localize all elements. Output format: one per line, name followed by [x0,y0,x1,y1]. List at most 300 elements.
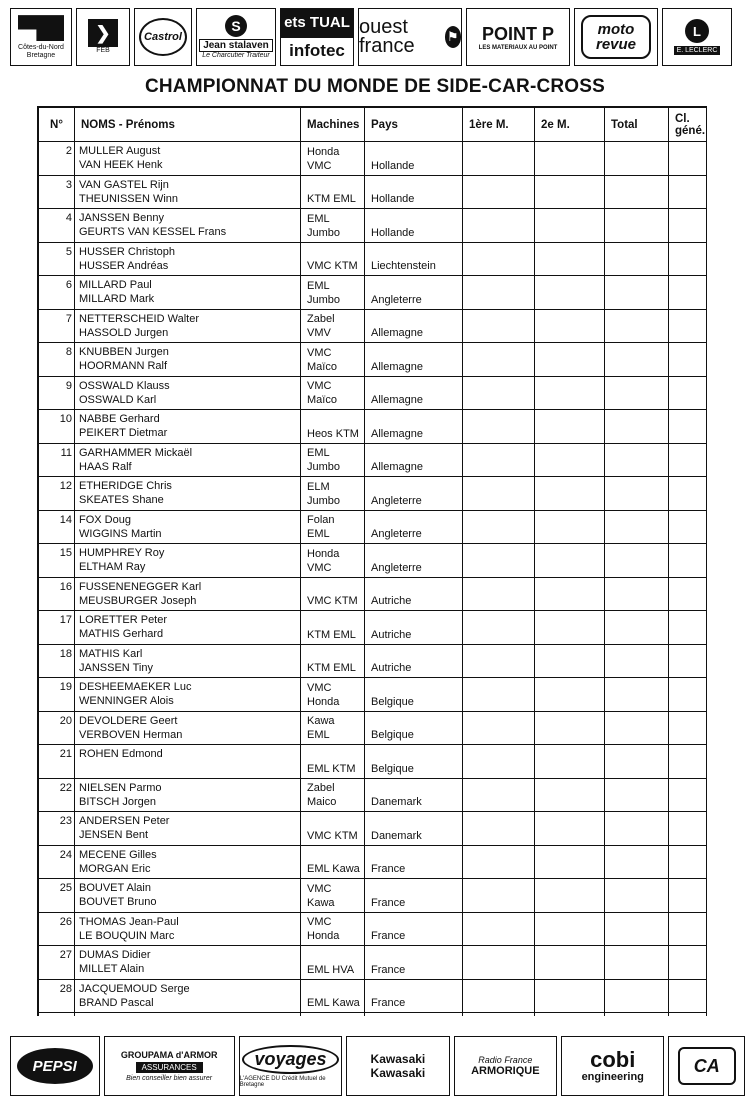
row-manche-1 [463,912,535,946]
row-manche-1 [463,477,535,511]
row-names [75,678,301,712]
row-total [605,142,669,176]
radio-france-text: Radio France [478,1055,533,1065]
empty-cell [75,1013,301,1017]
col-header-no: N° [39,108,75,142]
row-manche-1 [463,812,535,846]
row-classement [669,376,708,410]
row-manche-1 [463,845,535,879]
empty-cell [605,1013,669,1017]
row-manche-2 [535,477,605,511]
driver-name: GARHAMMER Mickaël [79,446,193,459]
ouest-france-logo [358,8,462,66]
table-header-row [39,108,708,142]
row-pays: Hollande [365,142,463,176]
leclerc-emblem-icon: L [685,19,709,43]
driver-name: MULLER August [79,145,161,157]
driver-name: ROHEN Edmond [79,748,163,760]
row-manche-2 [535,577,605,611]
row-total [605,912,669,946]
row-total [605,376,669,410]
row-names [75,544,301,578]
row-machine: Heos KTM [301,410,365,444]
table-row [39,678,708,712]
row-manche-2 [535,845,605,879]
table-row [39,711,708,745]
driver-name: FOX Doug [79,513,131,526]
row-pays: Angleterre [365,544,463,578]
moto-revue-logo [574,8,658,66]
row-classement [669,142,708,176]
row-manche-1 [463,577,535,611]
passenger-name: MEUSBURGER Joseph [79,594,197,607]
row-number: 20 [39,711,75,745]
row-classement [669,979,708,1013]
row-machine: Zabel Maico [301,778,365,812]
driver-name: THOMAS Jean-Paul [79,915,179,928]
row-number: 27 [39,946,75,980]
driver-name: HUMPHREY Roy [79,547,165,559]
armorique-text: ARMORIQUE [471,1065,540,1077]
empty-cell [535,1013,605,1017]
row-number: 17 [39,611,75,645]
infotec-text: infotec [280,37,354,66]
row-number: 5 [39,242,75,276]
row-names [75,644,301,678]
tual-text: ets TUAL [280,8,354,37]
table-row [39,912,708,946]
row-manche-1 [463,611,535,645]
passenger-name: HASSOLD Jurgen [79,326,169,339]
row-total [605,544,669,578]
row-classement [669,912,708,946]
row-machine: VMC Maïco [301,343,365,377]
driver-name: MILLARD Paul [79,279,152,291]
driver-name: ANDERSEN Peter [79,815,170,827]
row-total [605,410,669,444]
driver-name: KNUBBEN Jurgen [79,346,169,358]
table-row [39,778,708,812]
empty-cell [669,1013,708,1017]
groupama-tagline: Bien conseiller bien assurer [126,1075,213,1082]
table-row [39,209,708,243]
table-row [39,544,708,578]
row-number: 25 [39,879,75,913]
groupama-name: GROUPAMA d'ARMOR [120,1050,218,1060]
point-p-tagline: LES MATERIAUX AU POINT [478,44,558,51]
row-total [605,209,669,243]
row-pays: Liechtenstein [365,242,463,276]
row-total [605,510,669,544]
table-row [39,812,708,846]
row-number: 10 [39,410,75,444]
row-classement [669,443,708,477]
row-classement [669,644,708,678]
row-names [75,142,301,176]
row-manche-1 [463,410,535,444]
row-manche-1 [463,510,535,544]
row-machine: VMC KTM [301,242,365,276]
table-body [39,142,708,1017]
row-machine: Kawa EML [301,711,365,745]
kawasaki-text-1: Kawasaki [370,1052,426,1066]
row-machine: KTM EML [301,611,365,645]
passenger-name: VAN HEEK Henk [79,159,163,171]
cotes-du-nord-logo [10,8,72,66]
driver-name: NABBE Gerhard [79,413,160,425]
row-number: 11 [39,443,75,477]
row-total [605,309,669,343]
row-manche-2 [535,946,605,980]
row-manche-2 [535,510,605,544]
row-names [75,242,301,276]
row-manche-1 [463,778,535,812]
table-row [39,276,708,310]
pepsi-text: PEPSI [17,1048,93,1084]
ouest-france-emblem-icon: ⚑ [445,26,461,48]
engineering-text: engineering [581,1071,644,1083]
cobi-engineering-logo [561,1036,664,1096]
row-manche-1 [463,242,535,276]
row-number: 21 [39,745,75,779]
row-machine: EML KTM [301,745,365,779]
row-manche-1 [463,175,535,209]
radio-france-armorique-logo [454,1036,557,1096]
table-row-empty [39,1013,708,1017]
passenger-name: BITSCH Jorgen [79,795,157,808]
row-total [605,577,669,611]
results-table [38,107,707,1016]
row-pays: France [365,845,463,879]
row-pays: Autriche [365,577,463,611]
row-number: 18 [39,644,75,678]
col-header-manche-2: 2e M. [535,108,605,142]
passenger-name: HUSSER Andréas [79,259,169,272]
row-manche-2 [535,644,605,678]
row-classement [669,711,708,745]
row-total [605,644,669,678]
driver-name: DESHEEMAEKER Luc [79,681,192,693]
row-number: 16 [39,577,75,611]
row-names [75,812,301,846]
cotes-du-nord-text: Côtes-du-Nord Bretagne [18,44,64,59]
passenger-name: WENNINGER Alois [79,695,174,707]
point-p-name: POINT P [481,23,554,44]
row-names [75,410,301,444]
row-classement [669,845,708,879]
row-manche-2 [535,410,605,444]
row-number: 2 [39,142,75,176]
row-number: 12 [39,477,75,511]
driver-name: DUMAS Didier [79,949,151,961]
row-names [75,343,301,377]
cmb-voyages-logo [239,1036,342,1096]
row-names [75,443,301,477]
table-row [39,477,708,511]
row-classement [669,678,708,712]
row-machine: KTM EML [301,644,365,678]
row-total [605,611,669,645]
row-machine: VMC Kawa [301,879,365,913]
row-manche-2 [535,142,605,176]
row-machine: KTM EML [301,175,365,209]
castrol-logo [134,8,192,66]
row-names [75,745,301,779]
driver-name: LORETTER Peter [79,614,168,626]
col-header-manche-1: 1ère M. [463,108,535,142]
row-classement [669,611,708,645]
row-machine: VMC KTM [301,812,365,846]
row-manche-1 [463,343,535,377]
row-number: 7 [39,309,75,343]
cotes-du-nord-emblem-icon [18,15,64,41]
row-machine: Folan EML [301,510,365,544]
row-manche-1 [463,946,535,980]
row-manche-2 [535,812,605,846]
table-row [39,845,708,879]
row-manche-2 [535,544,605,578]
row-pays: Angleterre [365,510,463,544]
driver-name: BOUVET Alain [79,882,151,894]
table-row [39,644,708,678]
kawasaki-text-2: Kawasaki [370,1066,426,1080]
row-classement [669,778,708,812]
row-total [605,678,669,712]
row-pays: Hollande [365,175,463,209]
row-manche-1 [463,544,535,578]
row-manche-2 [535,745,605,779]
passenger-name: LE BOUQUIN Marc [79,929,175,942]
feb-text: FEB [96,47,110,55]
row-pays: Belgique [365,711,463,745]
row-pays: Hollande [365,209,463,243]
pepsi-logo [10,1036,100,1096]
driver-name: ETHERIDGE Chris [79,480,172,492]
row-machine: EML Jumbo [301,276,365,310]
stalaven-emblem-icon: S [225,15,247,37]
row-names [75,845,301,879]
row-manche-2 [535,376,605,410]
table-row [39,376,708,410]
row-names [75,946,301,980]
row-manche-1 [463,309,535,343]
row-number: 23 [39,812,75,846]
tual-infotec-logo [280,8,354,66]
row-total [605,879,669,913]
row-classement [669,745,708,779]
col-header-classement: Cl. géné. [669,108,708,142]
row-machine: ELM Jumbo [301,477,365,511]
row-names [75,879,301,913]
row-manche-2 [535,611,605,645]
row-manche-2 [535,979,605,1013]
row-names [75,477,301,511]
row-pays: Autriche [365,644,463,678]
row-names [75,276,301,310]
row-names [75,711,301,745]
passenger-name: JANSSEN Tiny [79,661,153,674]
row-machine: VMC Honda [301,678,365,712]
row-pays: Allemagne [365,443,463,477]
passenger-name: WIGGINS Martin [79,527,162,540]
row-pays: Danemark [365,812,463,846]
row-machine: VMC Honda [301,912,365,946]
passenger-name: MILLET Alain [79,963,145,975]
row-manche-2 [535,443,605,477]
passenger-name: ELTHAM Ray [79,561,146,573]
passenger-name: SKEATES Shane [79,494,164,506]
voyages-tagline: L'AGENCE DU Crédit Mutuel de Bretagne [239,1075,326,1088]
row-machine: EML Jumbo [301,443,365,477]
table-row [39,745,708,779]
row-total [605,276,669,310]
row-machine: Honda VMC [301,142,365,176]
row-number: 19 [39,678,75,712]
row-machine: EML Jumbo [301,209,365,243]
row-total [605,845,669,879]
row-total [605,778,669,812]
row-pays: Allemagne [365,410,463,444]
row-manche-2 [535,309,605,343]
feb-emblem-icon: ❯ [88,19,118,47]
row-classement [669,477,708,511]
table-row [39,879,708,913]
row-manche-2 [535,879,605,913]
groupama-logo [104,1036,235,1096]
moto-revue-emblem [581,15,651,59]
row-number: 26 [39,912,75,946]
row-classement [669,309,708,343]
row-manche-2 [535,209,605,243]
driver-name: DEVOLDERE Geert [79,714,178,727]
empty-cell [463,1013,535,1017]
row-pays: Belgique [365,745,463,779]
row-number: 14 [39,510,75,544]
row-manche-2 [535,242,605,276]
row-manche-1 [463,644,535,678]
row-pays: Danemark [365,778,463,812]
jean-stalaven-logo [196,8,276,66]
row-manche-1 [463,376,535,410]
kawasaki-logo [346,1036,449,1096]
row-manche-2 [535,711,605,745]
table-row [39,410,708,444]
row-names [75,309,301,343]
row-pays: France [365,912,463,946]
row-pays: France [365,946,463,980]
row-manche-1 [463,979,535,1013]
row-names [75,376,301,410]
row-pays: Allemagne [365,376,463,410]
row-manche-1 [463,142,535,176]
row-number: 9 [39,376,75,410]
table-row [39,309,708,343]
row-pays: Angleterre [365,477,463,511]
driver-name: HUSSER Christoph [79,245,175,258]
row-names [75,510,301,544]
row-total [605,711,669,745]
row-number: 6 [39,276,75,310]
passenger-name: VERBOVEN Herman [79,728,183,741]
row-manche-2 [535,175,605,209]
table-row [39,979,708,1013]
row-names [75,778,301,812]
groupama-bar: ASSURANCES [136,1062,203,1073]
row-classement [669,276,708,310]
row-classement [669,812,708,846]
row-classement [669,577,708,611]
row-number: 3 [39,175,75,209]
cobi-text: cobi [590,1047,636,1072]
row-total [605,175,669,209]
row-machine: VMC KTM [301,577,365,611]
passenger-name: MORGAN Eric [79,862,151,875]
row-total [605,812,669,846]
credit-agricole-logo [668,1036,745,1096]
row-machine: EML Kawa [301,845,365,879]
row-number: 28 [39,979,75,1013]
passenger-name: OSSWALD Karl [79,393,157,406]
passenger-name: BOUVET Bruno [79,896,157,908]
row-machine: Zabel VMV [301,309,365,343]
row-number: 4 [39,209,75,243]
row-names [75,209,301,243]
table-row [39,443,708,477]
row-names [75,912,301,946]
driver-name: JACQUEMOUD Serge [79,982,190,995]
passenger-name: HOORMANN Ralf [79,360,168,372]
row-total [605,443,669,477]
driver-name: JANSSEN Benny [79,212,164,224]
page-title: CHAMPIONNAT DU MONDE DE SIDE-CAR-CROSS [144,76,606,97]
row-number: 22 [39,778,75,812]
col-header-pays: Pays [365,108,463,142]
row-machine: EML Kawa [301,979,365,1013]
voyages-text: voyages [242,1045,338,1074]
row-machine: Honda VMC [301,544,365,578]
driver-name: NETTERSCHEID Walter [79,312,199,325]
table-row [39,577,708,611]
passenger-name: MILLARD Mark [79,293,155,305]
row-manche-1 [463,276,535,310]
leclerc-logo [662,8,732,66]
row-total [605,946,669,980]
row-pays: Allemagne [365,309,463,343]
passenger-name: HAAS Ralf [79,460,132,473]
row-total [605,343,669,377]
empty-cell [39,1013,75,1017]
row-total [605,745,669,779]
row-manche-1 [463,443,535,477]
revue-text: revue [595,36,637,53]
driver-name: FUSSENENEGGER Karl [79,580,202,593]
driver-name: NIELSEN Parmo [79,781,162,794]
results-table-frame [37,106,707,1016]
passenger-name: THEUNISSEN Winn [79,192,179,205]
table-row [39,611,708,645]
row-manche-2 [535,276,605,310]
row-manche-2 [535,678,605,712]
row-classement [669,209,708,243]
leclerc-text: E. LECLERC [674,46,721,55]
table-row [39,510,708,544]
row-classement [669,879,708,913]
row-pays: Angleterre [365,276,463,310]
row-machine: VMC Maïco [301,376,365,410]
row-total [605,979,669,1013]
row-classement [669,175,708,209]
ca-text: CA [678,1047,736,1085]
